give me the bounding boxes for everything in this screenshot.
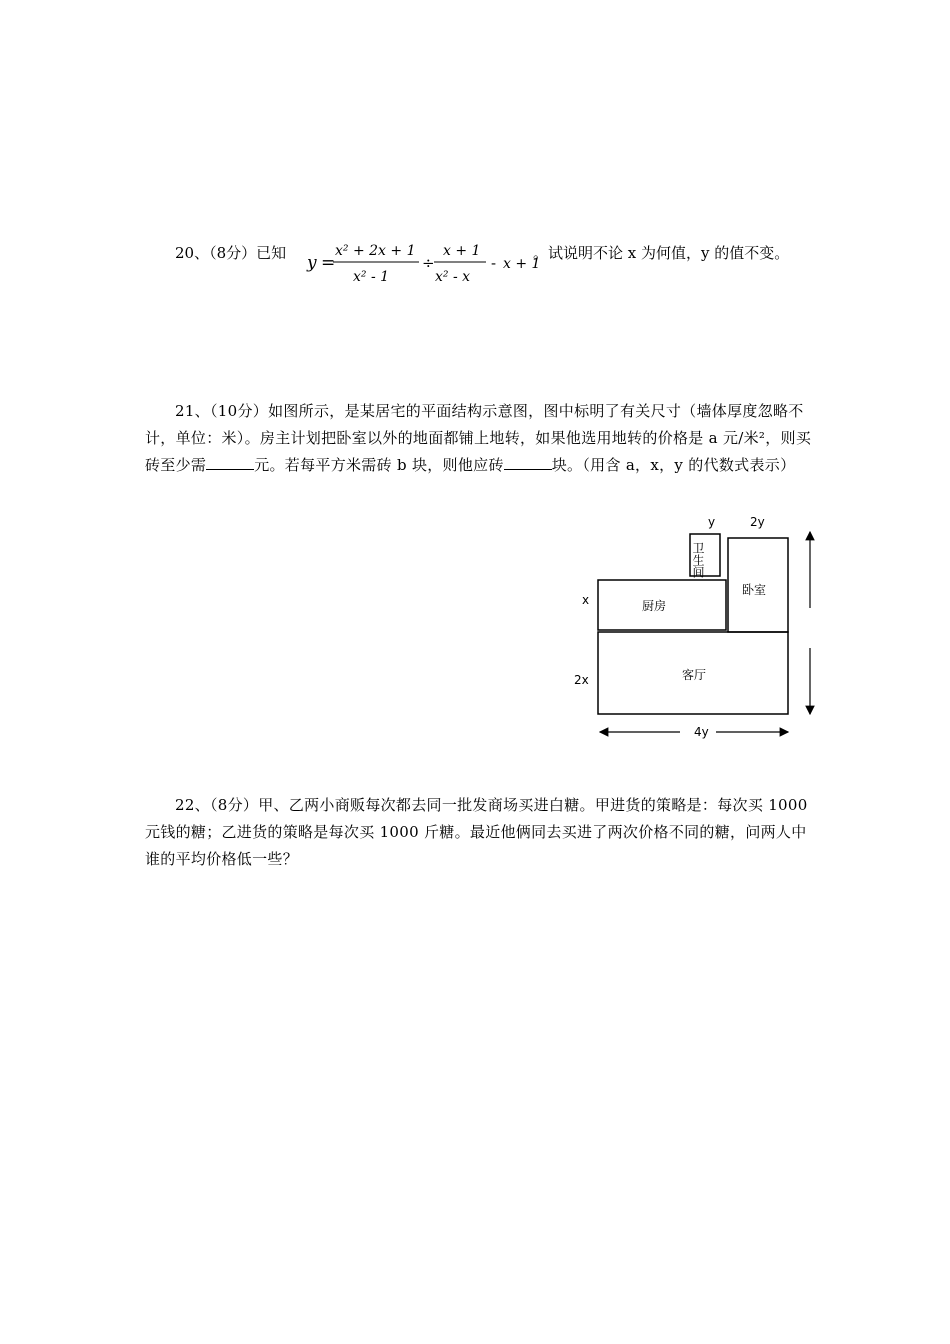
formula-numerator-2: x + 1 [443, 243, 481, 259]
dimension-4y-label: 4y [694, 725, 709, 739]
formula-numerator-1: x² + 2x + 1 [335, 243, 416, 259]
formula-y: y [307, 253, 317, 273]
formula-denominator-1: x² - 1 [353, 269, 390, 285]
formula-equals: = [321, 253, 336, 273]
answer-blank-bricks[interactable] [504, 453, 552, 470]
question-22-text: 22、（8分）甲、乙两小商贩每次都去同一批发商场买进白糖。甲进货的策略是：每次买 1000 元钱的糖；乙进货的策略是每次买 1000 斤糖。最近他俩同去买进了两次价格不同的糖，问两人中谁的平均价格低一些？ [145, 796, 808, 868]
dimension-x-label: x [582, 593, 590, 607]
question-22 [145, 792, 815, 873]
question-21 [145, 398, 815, 479]
question-21-text-2: 元。若每平方米需砖 b 块，则他应砖 [254, 456, 504, 474]
answer-blank-cost[interactable] [206, 453, 254, 470]
toilet-label: 卫生间 [691, 542, 705, 578]
question-20-lead: 20、（8分）已知 [175, 244, 287, 262]
question-20 [145, 232, 815, 292]
dimension-2x-label: 2x [574, 673, 589, 687]
formula-divide: ÷ [422, 254, 435, 272]
question-21-text-1: 21、（10分）如图所示，是某居宅的平面结构示意图，图中标明了有关尺寸（墙体厚度忽略不计，单位：米）。房主计划把卧室以外的地面都铺上地转，如果他选用地转的价格是 a 元/米²，则买砖至少需 [145, 402, 812, 474]
formula-denominator-2: x² - x [435, 269, 471, 285]
formula-minus: - [491, 254, 497, 272]
dimension-2y-label: 2y [750, 515, 765, 529]
floor-plan-figure [570, 508, 830, 753]
question-20-formula [305, 232, 541, 292]
formula-rest: x + 1 [503, 256, 541, 272]
living-room-label: 客厅 [682, 668, 707, 682]
dimension-y-label: y [708, 515, 716, 529]
question-20-tail: 。试说明不论 x 为何值，y 的值不变。 [533, 244, 790, 262]
question-21-text-3: 块。（用含 a，x，y 的代数式表示） [551, 456, 796, 474]
bedroom-label: 卧室 [742, 583, 767, 597]
kitchen-label: 厨房 [642, 599, 667, 613]
